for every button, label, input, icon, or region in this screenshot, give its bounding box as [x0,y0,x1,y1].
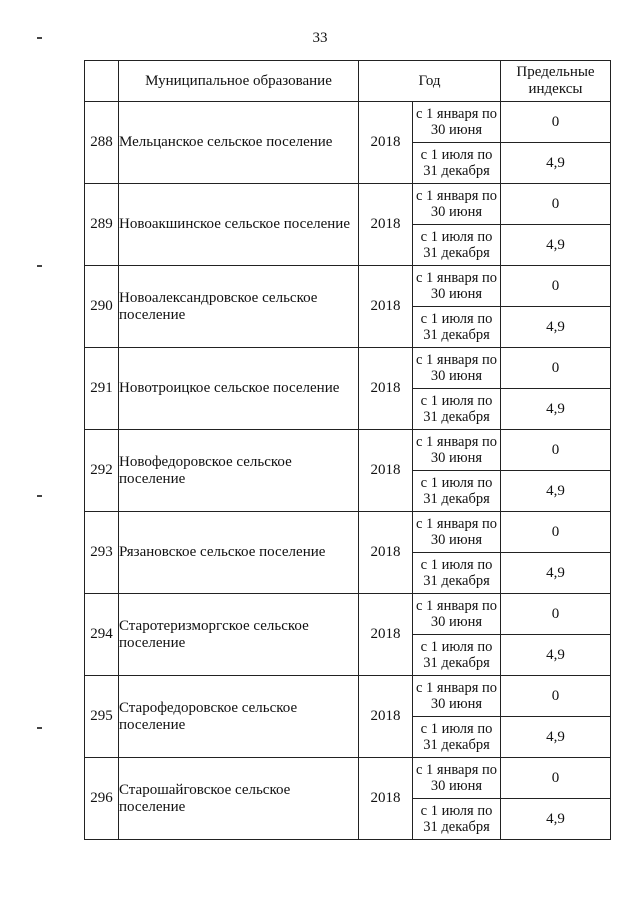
municipality-name: Старофедоровское сельское поселение [119,676,359,758]
row-number: 290 [85,266,119,348]
year-value: 2018 [359,594,413,676]
scan-mark [37,37,42,39]
scan-mark [37,265,42,267]
period-range: с 1 января по 30 июня [413,512,501,553]
index-value: 0 [501,758,611,799]
period-range: с 1 января по 30 июня [413,348,501,389]
index-value: 4,9 [501,307,611,348]
index-value: 4,9 [501,471,611,512]
table-row [85,758,611,799]
period-range: с 1 января по 30 июня [413,266,501,307]
row-number: 294 [85,594,119,676]
period-range: с 1 января по 30 июня [413,758,501,799]
year-value: 2018 [359,676,413,758]
year-value: 2018 [359,758,413,840]
index-value: 0 [501,594,611,635]
year-value: 2018 [359,512,413,594]
period-range: с 1 июля по 31 декабря [413,389,501,430]
period-range: с 1 июля по 31 декабря [413,717,501,758]
table-row [85,676,611,717]
header-number [85,61,119,102]
year-value: 2018 [359,102,413,184]
index-value: 0 [501,512,611,553]
header-entity: Муниципальное образование [119,61,359,102]
header-year: Год [359,61,501,102]
period-range: с 1 июля по 31 декабря [413,225,501,266]
municipality-name: Новотроицкое сельское поселение [119,348,359,430]
period-range: с 1 июля по 31 декабря [413,307,501,348]
index-value: 0 [501,348,611,389]
municipality-name: Мельцанское сельское поселение [119,102,359,184]
period-range: с 1 января по 30 июня [413,102,501,143]
index-value: 4,9 [501,389,611,430]
year-value: 2018 [359,430,413,512]
table-row [85,184,611,225]
period-range: с 1 июля по 31 декабря [413,799,501,840]
municipality-name: Старошайговское сельское поселение [119,758,359,840]
index-value: 4,9 [501,553,611,594]
table-body [85,102,611,840]
table-row [85,430,611,471]
scan-mark [37,495,42,497]
table-row [85,594,611,635]
period-range: с 1 января по 30 июня [413,594,501,635]
row-number: 292 [85,430,119,512]
table-row [85,348,611,389]
table-row [85,102,611,143]
row-number: 291 [85,348,119,430]
index-value: 4,9 [501,225,611,266]
municipality-name: Рязановское сельское поселение [119,512,359,594]
index-value: 4,9 [501,635,611,676]
year-value: 2018 [359,184,413,266]
year-value: 2018 [359,348,413,430]
scan-mark [37,727,42,729]
page-number: 33 [312,30,328,46]
year-value: 2018 [359,266,413,348]
period-range: с 1 июля по 31 декабря [413,471,501,512]
municipality-name: Новофедоровское сельское поселение [119,430,359,512]
row-number: 289 [85,184,119,266]
index-value: 0 [501,676,611,717]
row-number: 293 [85,512,119,594]
period-range: с 1 июля по 31 декабря [413,143,501,184]
header-index: Предельные индексы [501,61,611,102]
index-value: 0 [501,266,611,307]
period-range: с 1 января по 30 июня [413,430,501,471]
period-range: с 1 июля по 31 декабря [413,635,501,676]
row-number: 296 [85,758,119,840]
table-row [85,512,611,553]
index-value: 4,9 [501,717,611,758]
index-value: 0 [501,102,611,143]
municipality-name: Новоакшинское сельское поселение [119,184,359,266]
period-range: с 1 января по 30 июня [413,184,501,225]
index-value: 0 [501,430,611,471]
municipality-name: Старотеризморгское сельское поселение [119,594,359,676]
municipality-name: Новоалександровское сельское поселение [119,266,359,348]
row-number: 288 [85,102,119,184]
period-range: с 1 января по 30 июня [413,676,501,717]
row-number: 295 [85,676,119,758]
indices-table [84,60,611,840]
table-row [85,266,611,307]
index-value: 4,9 [501,143,611,184]
period-range: с 1 июля по 31 декабря [413,553,501,594]
index-value: 0 [501,184,611,225]
table-header-row [85,61,611,102]
index-value: 4,9 [501,799,611,840]
